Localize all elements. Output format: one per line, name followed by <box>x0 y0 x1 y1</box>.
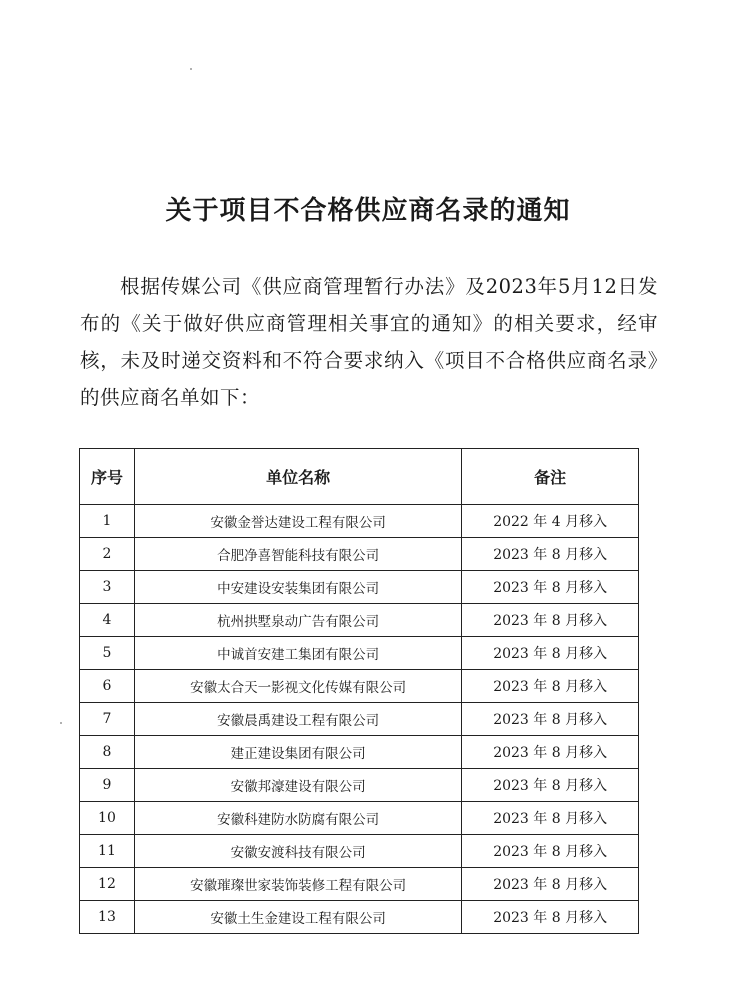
table-row <box>80 505 639 538</box>
cell-remark: 2023 年 8 月移入 <box>462 604 639 637</box>
cell-remark: 2023 年 8 月移入 <box>462 637 639 670</box>
cell-name: 杭州拱墅泉动广告有限公司 <box>134 604 461 637</box>
table-row <box>80 670 639 703</box>
cell-name: 安徽科建防水防腐有限公司 <box>134 802 461 835</box>
cell-no: 2 <box>80 538 135 571</box>
cell-no: 4 <box>80 604 135 637</box>
table-row <box>80 571 639 604</box>
intro-paragraph: 根据传媒公司《供应商管理暂行办法》及2023年5月12日发布的《关于做好供应商管理相关事宜的通知》的相关要求，经审核，未及时递交资料和不符合要求纳入《项目不合格供应商名录》的供应商名单如下： <box>80 275 658 409</box>
table-row <box>80 538 639 571</box>
cell-name: 合肥净喜智能科技有限公司 <box>134 538 461 571</box>
table-header-row <box>80 449 639 505</box>
table-row <box>80 802 639 835</box>
cell-remark: 2023 年 8 月移入 <box>462 901 639 934</box>
cell-no: 3 <box>80 571 135 604</box>
cell-no: 6 <box>80 670 135 703</box>
table-row <box>80 637 639 670</box>
cell-no: 5 <box>80 637 135 670</box>
scan-speck <box>190 68 192 70</box>
cell-no: 9 <box>80 769 135 802</box>
table-row <box>80 736 639 769</box>
cell-no: 8 <box>80 736 135 769</box>
cell-no: 1 <box>80 505 135 538</box>
cell-name: 建正建设集团有限公司 <box>134 736 461 769</box>
header-name: 单位名称 <box>134 449 461 505</box>
table-row <box>80 835 639 868</box>
table-row <box>80 604 639 637</box>
cell-name: 安徽土生金建设工程有限公司 <box>134 901 461 934</box>
cell-no: 13 <box>80 901 135 934</box>
cell-name: 安徽金誉达建设工程有限公司 <box>134 505 461 538</box>
cell-remark: 2023 年 8 月移入 <box>462 835 639 868</box>
table-row <box>80 868 639 901</box>
cell-remark: 2023 年 8 月移入 <box>462 538 639 571</box>
cell-remark: 2023 年 8 月移入 <box>462 868 639 901</box>
cell-name: 安徽璀璨世家装饰装修工程有限公司 <box>134 868 461 901</box>
cell-name: 安徽晨禹建设工程有限公司 <box>134 703 461 736</box>
cell-remark: 2023 年 8 月移入 <box>462 670 639 703</box>
table-row <box>80 703 639 736</box>
cell-remark: 2023 年 8 月移入 <box>462 769 639 802</box>
cell-remark: 2022 年 4 月移入 <box>462 505 639 538</box>
cell-no: 7 <box>80 703 135 736</box>
cell-remark: 2023 年 8 月移入 <box>462 736 639 769</box>
cell-remark: 2023 年 8 月移入 <box>462 571 639 604</box>
table-body <box>80 505 639 934</box>
cell-name: 中安建设安装集团有限公司 <box>134 571 461 604</box>
document-title: 关于项目不合格供应商名录的通知 <box>165 196 571 226</box>
cell-name: 安徽太合天一影视文化传媒有限公司 <box>134 670 461 703</box>
cell-name: 中诚首安建工集团有限公司 <box>134 637 461 670</box>
cell-name: 安徽安渡科技有限公司 <box>134 835 461 868</box>
cell-no: 10 <box>80 802 135 835</box>
table-row <box>80 769 639 802</box>
cell-no: 11 <box>80 835 135 868</box>
header-remark: 备注 <box>462 449 639 505</box>
cell-no: 12 <box>80 868 135 901</box>
header-no: 序号 <box>80 449 135 505</box>
table-row <box>80 901 639 934</box>
cell-remark: 2023 年 8 月移入 <box>462 703 639 736</box>
scan-speck <box>60 722 62 724</box>
cell-name: 安徽邦濠建设有限公司 <box>134 769 461 802</box>
cell-remark: 2023 年 8 月移入 <box>462 802 639 835</box>
supplier-table <box>79 448 639 934</box>
